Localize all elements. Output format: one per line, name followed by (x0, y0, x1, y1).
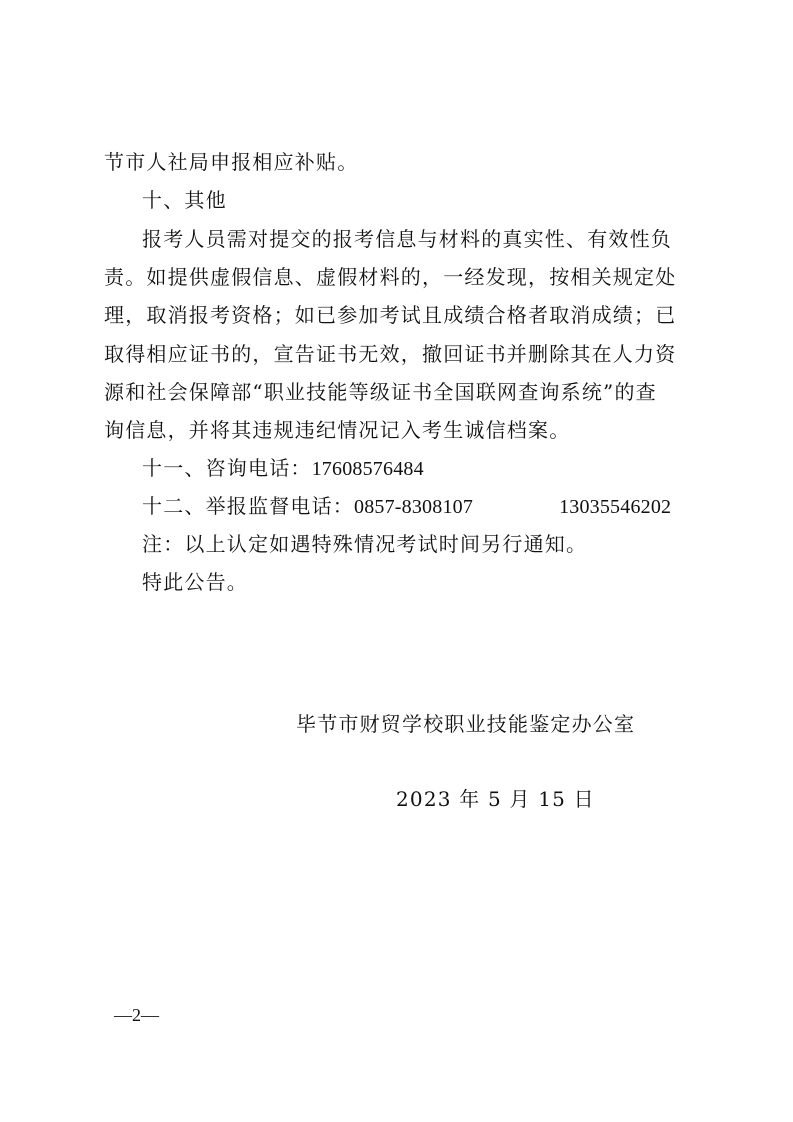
signature-organization: 毕节市财贸学校职业技能鉴定办公室 (296, 712, 636, 736)
section-ten-heading: 十、其他 (142, 188, 227, 212)
page-number: —2— (114, 1005, 159, 1025)
section-ten-line: 源和社会保障部“职业技能等级证书全国联网查询系统”的查 (104, 380, 657, 404)
section-ten-line: 责。如提供虚假信息、虚假材料的，一经发现，按相关规定处 (104, 265, 677, 289)
closing-line: 特此公告。 (142, 570, 248, 594)
section-twelve (142, 494, 722, 519)
report-phone-1: 0857-8308107 (354, 496, 474, 518)
section-ten-line: 询信息，并将其违规违纪情况记入考生诚信档案。 (104, 418, 571, 442)
section-ten-line: 取得相应证书的，宣告证书无效，撤回证书并删除其在人力资 (104, 342, 677, 366)
section-eleven-label: 十一、咨询电话： (142, 456, 312, 480)
paragraph-continuation: 节市人社局申报相应补贴。 (104, 150, 359, 174)
report-phone-2: 13035546202 (559, 496, 672, 518)
section-eleven (142, 456, 722, 481)
section-twelve-label: 十二、举报监督电话： (142, 494, 354, 518)
signature-date: 2023 年 5 月 15 日 (396, 787, 595, 811)
section-ten-line: 报考人员需对提交的报考信息与材料的真实性、有效性负 (142, 227, 672, 251)
section-ten-line: 理，取消报考资格；如已参加考试且成绩合格者取消成绩；已 (104, 303, 677, 327)
note-line: 注：以上认定如遇特殊情况考试时间另行通知。 (142, 532, 588, 556)
consult-phone: 17608576484 (311, 458, 424, 480)
